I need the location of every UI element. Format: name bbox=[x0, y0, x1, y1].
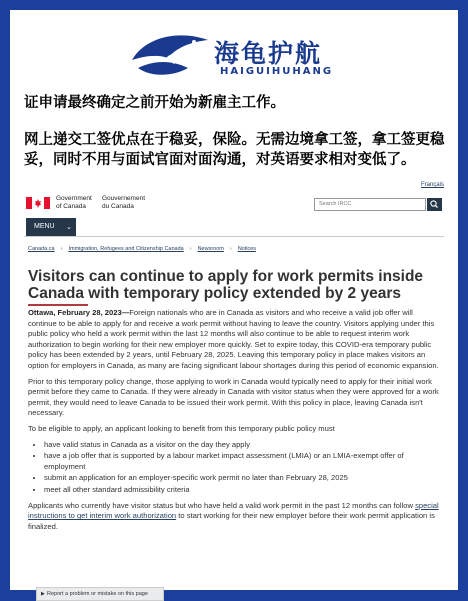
dateline: Ottawa, February 28, 2023— bbox=[28, 308, 130, 317]
breadcrumb: Canada.ca › Immigration, Refugees and Citizenship Canada › Newsroom › Notices bbox=[28, 246, 257, 252]
paragraph-2: Prior to this temporary policy change, those applying to work in Canada would typically need to apply for their initial work permit before they came to Canada. If they were already in Canada with visitor status when they were approved for a work permit, they would need to leave Canada to be issued their work permit. With this policy in place, leaving Canada isn't necessary. bbox=[28, 376, 439, 418]
list-item: • meet all other standard admissibility criteria bbox=[44, 485, 442, 496]
menu-button[interactable]: MENU ⌄ bbox=[26, 218, 76, 236]
chevron-down-icon: ⌄ bbox=[66, 224, 72, 231]
eligibility-list bbox=[44, 440, 442, 496]
list-item: • have a job offer that is supported by a labour market impact assessment (LMIA) or an LMIA-exempt offer of employment bbox=[44, 451, 442, 472]
search-button[interactable] bbox=[427, 198, 442, 211]
report-problem-button[interactable]: ▶ Report a problem or mistake on this page bbox=[36, 587, 164, 601]
poster-frame bbox=[10, 10, 458, 597]
brand-logo bbox=[128, 28, 358, 86]
paragraph-3: To be eligible to apply, an applicant looking to benefit from this temporary public policy must bbox=[28, 423, 335, 433]
brand-name-cn: 海龟护航 bbox=[214, 39, 323, 68]
triangle-right-icon: ▶ bbox=[41, 591, 45, 597]
interim-authorization-link[interactable]: special instructions to get interim work authorization bbox=[28, 500, 439, 521]
breadcrumb-ircc[interactable]: Immigration, Refugees and Citizenship Canada bbox=[68, 246, 184, 252]
article-body bbox=[28, 308, 442, 537]
breadcrumb-canada[interactable]: Canada.ca bbox=[28, 246, 55, 252]
government-wordmark: Government of Canada Gouvernement du Canada bbox=[56, 195, 145, 210]
banner-line: 证申请最终确定之前开始为新雇主工作。 bbox=[24, 95, 285, 111]
paragraph-1: Ottawa, February 28, 2023—Foreign nationals who are in Canada as visitors and who receive a valid job offer will continue to be able to apply for and receive a work permit without having to leave the country. Visitors applying under this public policy who held a work permit within the last 12 months will also continue to be able to request interim work authorization to begin working for their new employer more quickly. Set to expire today, this COVID-era temporary public policy has been extended by 2 years, until February 28, 2025. Leaving this temporary policy in place makes visitors an option for employers in Canada, as many are facing significant labour shortages during this period of economic expansion. bbox=[28, 308, 439, 370]
list-item: • have valid status in Canada as a visitor on the day they apply bbox=[44, 440, 442, 451]
title-underline bbox=[28, 304, 88, 306]
breadcrumb-newsroom[interactable]: Newsroom bbox=[197, 246, 224, 252]
paragraph-4: Applicants who currently have visitor status but who have held a valid work permit in the past 12 months can follow special instructions to get interim work authorization to start working for their new employer before their work permit application is finalized. bbox=[28, 500, 439, 531]
list-item: • submit an application for an employer-specific work permit no later than February 28, 2025 bbox=[44, 473, 442, 484]
canada-flag-icon bbox=[26, 197, 50, 209]
search-icon bbox=[427, 198, 442, 211]
brand-name-en: HAIGUIHUHANG bbox=[220, 66, 334, 77]
search-input[interactable]: Search IRCC bbox=[314, 198, 426, 211]
turtle-logo-icon bbox=[128, 30, 212, 82]
page-title: Visitors can continue to apply for work permits inside Canada with temporary policy extended by 2 years bbox=[28, 268, 424, 302]
banner-paragraph: 网上递交工签优点在于稳妥，保险。无需边境拿工签，拿工签更稳妥，同时不用与面试官面对面沟通，对英语要求相对变低了。 bbox=[24, 132, 445, 168]
breadcrumb-notices[interactable]: Notices bbox=[237, 246, 257, 252]
header-divider bbox=[24, 236, 444, 237]
language-toggle-link[interactable]: Français bbox=[420, 182, 444, 188]
